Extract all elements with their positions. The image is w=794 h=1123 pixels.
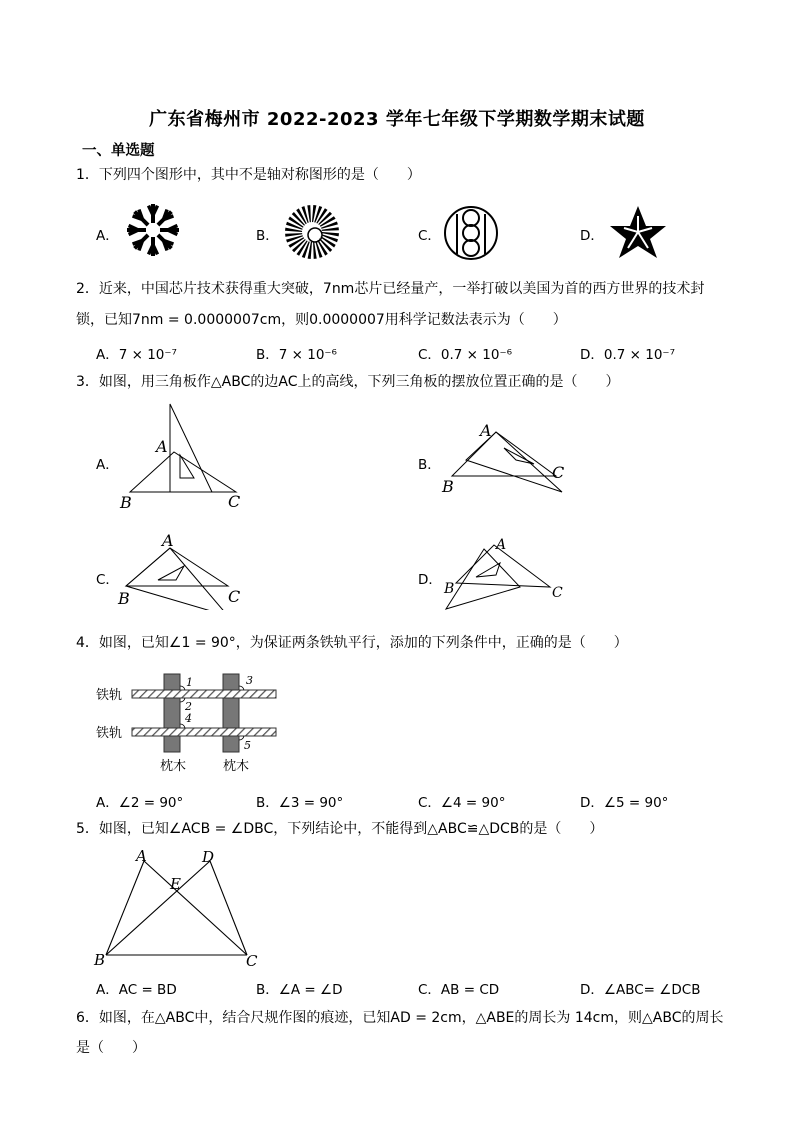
question-1-text: 1．下列四个图形中，其中不是轴对称图形的是（ ） bbox=[76, 167, 421, 183]
question-2-line-2: 锁，已知7nm = 0.0000007cm，则0.0000007用科学记数法表示为（ ） bbox=[76, 312, 567, 328]
q5-triangle-figure bbox=[92, 845, 272, 970]
q5-option-d: D．∠ABC= ∠DCB bbox=[580, 982, 701, 998]
q4-option-d: D．∠5 = 90° bbox=[580, 795, 669, 811]
q2-option-a: A．7 × 10⁻⁷ bbox=[96, 347, 177, 363]
q4-option-b: B．∠3 = 90° bbox=[256, 795, 344, 811]
q1-option-a-label: A． bbox=[96, 228, 119, 244]
sunburst-ring-icon bbox=[282, 203, 342, 261]
q3-option-c-label: C． bbox=[96, 572, 119, 588]
angle-5-label: 5 bbox=[244, 739, 251, 752]
snowflake-emblem-icon bbox=[122, 203, 184, 257]
q2-option-d: D．0.7 × 10⁻⁷ bbox=[580, 347, 675, 363]
q5-option-b: B．∠A = ∠D bbox=[256, 982, 343, 998]
angle-3-label: 3 bbox=[246, 674, 253, 687]
star-emblem-icon bbox=[608, 204, 668, 260]
q3a-vertex-b: B bbox=[120, 493, 132, 512]
q3-figure-d bbox=[438, 535, 578, 615]
q1-option-b-label: B． bbox=[256, 228, 279, 244]
q3b-vertex-b: B bbox=[442, 477, 454, 496]
question-4-text: 4．如图，已知∠1 = 90°，为保证两条铁轨平行，添加的下列条件中，正确的是（ ） bbox=[76, 635, 628, 651]
q3-option-a-label: A． bbox=[96, 457, 119, 473]
q3c-vertex-b: B bbox=[118, 589, 130, 608]
sleeper-label-left: 枕木 bbox=[160, 759, 187, 774]
q3d-vertex-a: A bbox=[496, 537, 507, 553]
q5-option-a: A．AC = BD bbox=[96, 982, 177, 998]
q3-figure-a bbox=[112, 400, 252, 515]
q3-option-d-label: D． bbox=[418, 572, 442, 588]
q5-vertex-b: B bbox=[94, 951, 106, 969]
q3-figure-c bbox=[112, 530, 252, 610]
q5-vertex-c: C bbox=[246, 952, 258, 970]
angle-2-label: 2 bbox=[185, 700, 192, 713]
q3c-vertex-c: C bbox=[228, 587, 241, 606]
q3d-vertex-b: B bbox=[444, 581, 455, 597]
q4-option-a: A．∠2 = 90° bbox=[96, 795, 184, 811]
q1-option-c-label: C． bbox=[418, 228, 441, 244]
q3c-vertex-a: A bbox=[162, 531, 174, 550]
question-5-text: 5．如图，已知∠ACB = ∠DBC，下列结论中，不能得到△ABC≌△DCB的是（ ） bbox=[76, 821, 604, 837]
q2-option-c: C．0.7 × 10⁻⁶ bbox=[418, 347, 513, 363]
q5-vertex-a: A bbox=[136, 847, 147, 865]
question-6-line-1: 6．如图，在△ABC中，结合尺规作图的痕迹，已知AD = 2cm，△ABE的周长为 14cm，则△ABC的周长 bbox=[76, 1010, 724, 1026]
q3b-vertex-a: A bbox=[480, 421, 492, 440]
q3-option-b-label: B． bbox=[418, 457, 441, 473]
q4-railway-figure bbox=[96, 664, 286, 779]
q3a-vertex-c: C bbox=[228, 492, 241, 511]
sleeper-label-right: 枕木 bbox=[223, 759, 250, 774]
angle-4-label: 4 bbox=[185, 712, 192, 725]
q3-figure-b bbox=[438, 418, 578, 498]
q3b-vertex-c: C bbox=[552, 463, 565, 482]
q3d-vertex-c: C bbox=[552, 585, 563, 601]
question-3-text: 3．如图，用三角板作△ABC的边AC上的高线，下列三角板的摆放位置正确的是（ ） bbox=[76, 374, 620, 390]
q2-option-b: B．7 × 10⁻⁶ bbox=[256, 347, 337, 363]
q1-option-d-label: D． bbox=[580, 228, 604, 244]
q4-option-c: C．∠4 = 90° bbox=[418, 795, 506, 811]
rail-label-bottom: 铁轨 bbox=[96, 726, 123, 741]
page-title: 广东省梅州市 2022-2023 学年七年级下学期数学期末试题 bbox=[149, 109, 645, 130]
sunburst-center bbox=[308, 228, 322, 242]
question-2-line-1: 2．近来，中国芯片技术获得重大突破，7nm芯片已经量产，一举打破以美国为首的西方世界的技术封 bbox=[76, 281, 705, 297]
stacked-circles-icon bbox=[443, 204, 499, 262]
q5-vertex-d: D bbox=[202, 848, 215, 866]
q5-point-e: E bbox=[170, 875, 181, 893]
q5-option-c: C．AB = CD bbox=[418, 982, 500, 998]
q3a-vertex-a: A bbox=[156, 437, 168, 456]
rail-label-top: 铁轨 bbox=[96, 688, 123, 703]
angle-1-label: 1 bbox=[186, 676, 193, 689]
section-heading: 一、单选题 bbox=[82, 143, 155, 159]
question-6-line-2: 是（ ） bbox=[76, 1040, 146, 1056]
